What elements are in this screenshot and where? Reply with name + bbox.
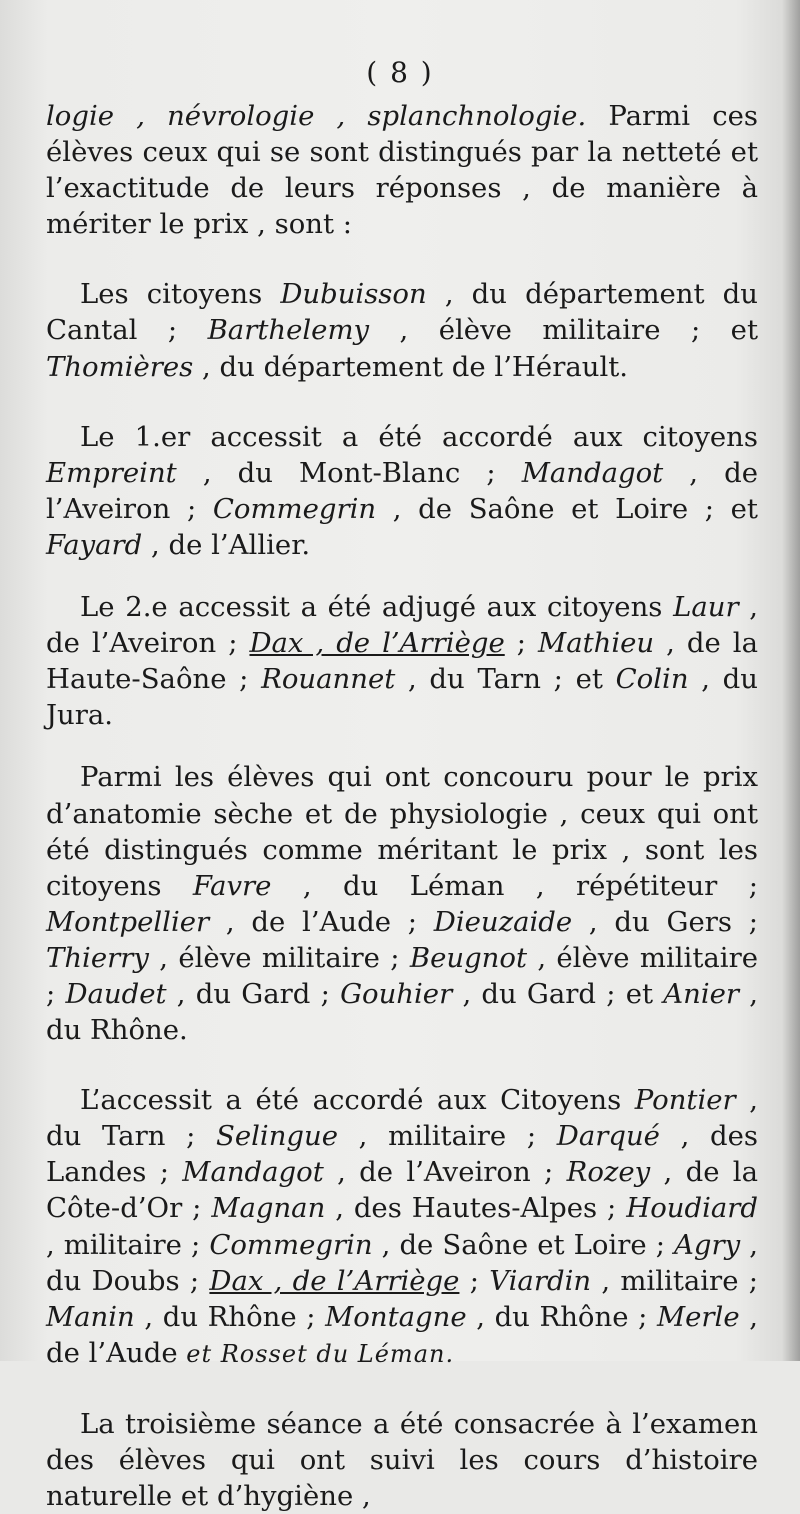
handwritten-annotation: et Rosset du Léman. <box>177 1339 455 1368</box>
text-run: , militaire ; <box>591 1264 759 1297</box>
text-run: Parmi les élèves qui ont concouru pour le prix d’anatomie sèche et de physiologie , ceux qui ont été distingués comme méritant le prix , sont les citoyens <box>46 761 758 902</box>
text-run: , des Landes ; <box>46 1120 758 1189</box>
name-italic: Barthelemy <box>207 314 370 347</box>
name-italic: Daudet <box>65 977 167 1010</box>
text-run: , du Gers ; <box>572 905 759 938</box>
text-run: , du département du Cantal ; <box>46 278 758 347</box>
body-text <box>46 98 758 1514</box>
name-italic: Thierry <box>46 941 149 974</box>
name-italic: Laur <box>673 591 739 624</box>
name-italic: Mathieu <box>538 627 655 660</box>
name-italic: Mandagot <box>182 1156 324 1189</box>
text-run: , de la Haute-Saône ; <box>46 627 758 696</box>
text-run: , du Tarn ; <box>46 1084 759 1153</box>
name-italic: Dax , de l’Arriège <box>209 1264 460 1297</box>
text-run: ; <box>504 627 539 660</box>
name-italic: Mandagot <box>521 456 664 489</box>
text-run: , élève militaire ; <box>46 941 758 1010</box>
paragraph-1 <box>46 98 758 242</box>
paragraph-5 <box>46 759 758 1048</box>
name-italic: Merle <box>656 1300 740 1333</box>
name-italic: Magnan <box>211 1192 326 1225</box>
paragraph-3 <box>46 419 758 563</box>
text-run: , du Jura. <box>46 663 758 732</box>
text-run: , de Saône et Loire ; et <box>376 492 758 525</box>
name-italic: Agry <box>674 1228 741 1261</box>
text-run: , de l’Aveiron ; <box>323 1156 567 1189</box>
page-gutter-shadow <box>782 0 800 1361</box>
name-italic: Rouannet <box>261 663 396 696</box>
name-italic: Montpellier <box>46 905 210 938</box>
page-number: ( 8 ) <box>366 56 434 89</box>
name-italic: Houdiard <box>626 1192 759 1225</box>
name-italic: Rozey <box>566 1156 651 1189</box>
name-italic: Colin <box>615 663 689 696</box>
name-italic: Dieuzaide <box>433 905 573 938</box>
name-italic: Darqué <box>556 1120 660 1153</box>
text-run: Les citoyens <box>80 278 281 311</box>
text-run: , du département de l’Hérault. <box>193 350 629 383</box>
text-run: , de Saône et Loire ; <box>372 1228 675 1261</box>
text-run: , de l’Aveiron ; <box>46 591 758 660</box>
text-run: , du Rhône ; <box>466 1300 657 1333</box>
name-italic: Montagne <box>325 1300 467 1333</box>
text-run: , de l’Aveiron ; <box>46 456 758 525</box>
text-run: , du Gard ; <box>166 977 341 1010</box>
paragraph-1-text: Parmi ces élèves ceux qui se sont distingués par la netteté et l’exactitude de leurs réponses , de manière à mériter le prix , sont : <box>46 100 758 241</box>
text-run: , du Rhône ; <box>134 1300 326 1333</box>
name-italic: Beugnot <box>409 941 527 974</box>
text-run: , de la Côte-d’Or ; <box>46 1156 758 1225</box>
text-run: , du Gard ; et <box>452 977 664 1010</box>
name-italic: Dubuisson <box>280 278 427 311</box>
text-run: , des Hautes-Alpes ; <box>325 1192 627 1225</box>
text-run: , du Léman , répétiteur ; <box>271 869 758 902</box>
text-run: , du Rhône. <box>46 977 758 1047</box>
text-run: , élève militaire ; <box>148 941 410 974</box>
text-run: , élève militaire ; et <box>369 314 758 347</box>
name-italic: Favre <box>192 869 272 902</box>
name-italic: Selingue <box>216 1120 339 1153</box>
text-run: ; <box>459 1264 490 1297</box>
text-run: Le 1.er accessit a été accordé aux citoyens <box>80 420 758 453</box>
name-italic: Viardin <box>489 1264 592 1297</box>
name-italic: Fayard <box>46 528 143 561</box>
text-run: Le 2.e accessit a été adjugé aux citoyens <box>80 591 674 624</box>
name-italic: Commegrin <box>212 492 377 525</box>
text-run: , de l’Aude ; <box>209 905 434 938</box>
name-italic: Thomières <box>46 350 194 383</box>
text-run: , du Tarn ; et <box>395 663 616 696</box>
paragraph-6 <box>46 1082 758 1372</box>
name-italic: Gouhier <box>340 977 453 1010</box>
text-run: , du Mont-Blanc ; <box>176 456 522 489</box>
name-italic: Empreint <box>46 456 177 489</box>
name-italic: Dax , de l’Arriège <box>249 627 505 660</box>
paragraph-7: La troisième séance a été consacrée à l’examen des élèves qui ont suivi les cours d’histoire naturelle et d’hygiène , <box>46 1407 758 1513</box>
name-italic: Manin <box>46 1300 135 1333</box>
text-run: , militaire ; <box>46 1228 210 1261</box>
paragraph-2 <box>46 276 758 384</box>
paragraph-4 <box>46 589 758 733</box>
text-run: , de l’Aude <box>46 1300 758 1369</box>
name-italic: Commegrin <box>209 1228 373 1261</box>
paragraph-1-italic: logie , névrologie , splanchnologie. <box>46 100 587 132</box>
text-run: L’accessit a été accordé aux Citoyens <box>80 1084 635 1117</box>
text-run: , de l’Allier. <box>142 528 311 561</box>
name-italic: Pontier <box>634 1084 736 1117</box>
name-italic: Anier <box>663 977 740 1010</box>
text-run: , militaire ; <box>338 1120 557 1153</box>
text-run: , du Doubs ; <box>46 1228 758 1297</box>
